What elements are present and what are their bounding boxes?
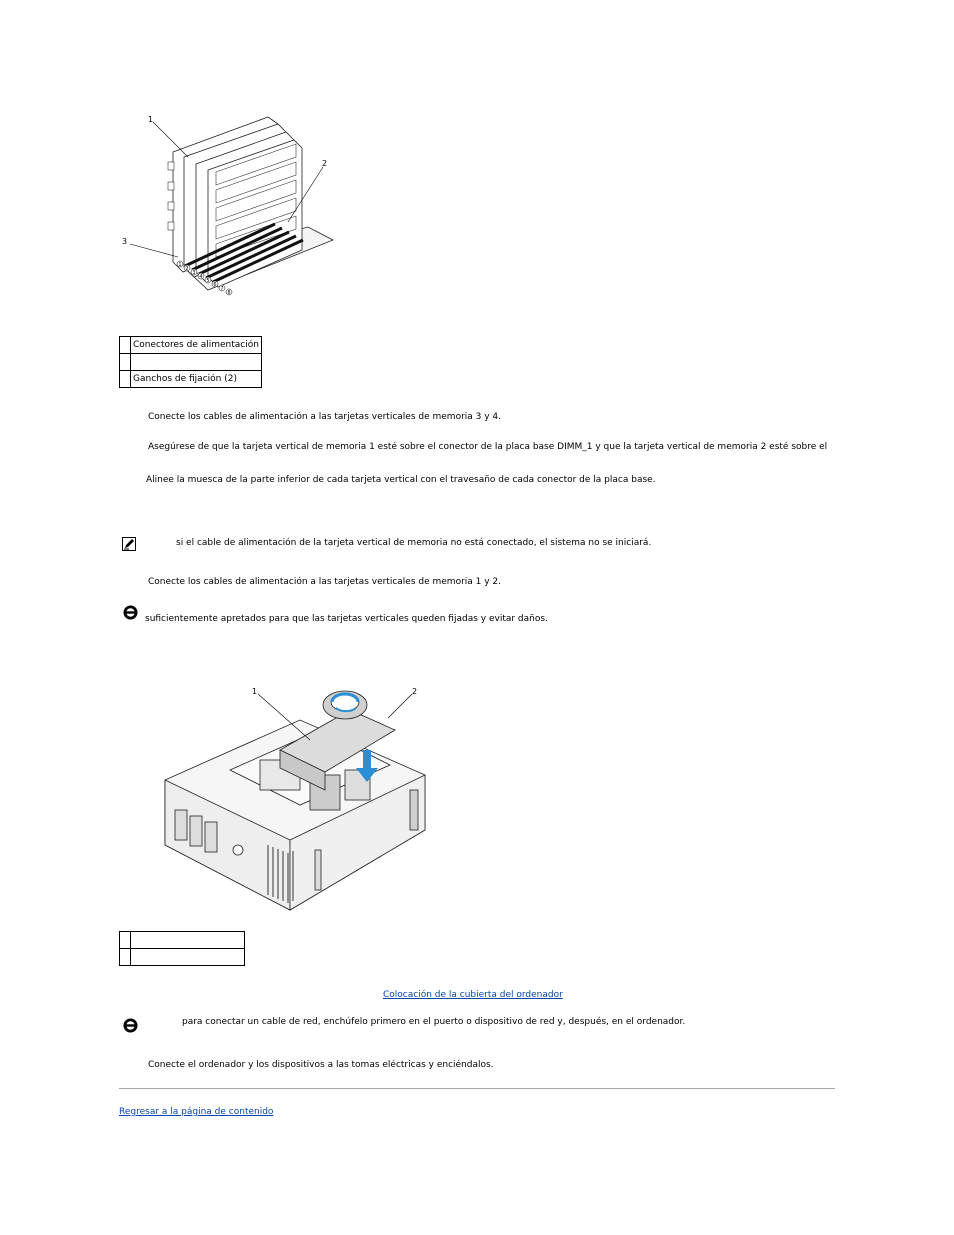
memory-riser-figure — [118, 112, 338, 304]
notice-text-screws: suficientemente apretados para que las tarjetas verticales queden fijadas y evitar daños. — [145, 614, 548, 624]
legend-row — [120, 932, 245, 949]
connector-number: 1 — [178, 262, 182, 268]
legend-label: Conectores de alimentación — [131, 337, 262, 354]
legend-label — [131, 932, 245, 949]
back-to-contents-link[interactable]: Regresar a la página de contenido — [119, 1107, 274, 1117]
legend-row — [120, 354, 262, 371]
note-text: si el cable de alimentación de la tarjeta vertical de memoria no está conectado, el sistema no se iniciará. — [176, 538, 652, 548]
legend-table-1 — [119, 336, 262, 388]
figure2-callout-2: 2 — [412, 687, 418, 696]
figure1-callout-1: 1 — [148, 115, 154, 124]
figure1-callout-2: 2 — [322, 159, 328, 168]
memory-riser-illustration — [118, 112, 338, 304]
step-align-notch: Alinee la muesca de la parte inferior de cada tarjeta vertical con el travesaño de cada conector de la placa base. — [146, 475, 656, 485]
connector-number: 4 — [199, 274, 203, 280]
connector-number: 7 — [220, 286, 224, 292]
legend-table-2 — [119, 931, 245, 966]
legend-number — [120, 949, 131, 966]
notice-icon — [123, 605, 138, 620]
notice-text-network: para conectar un cable de red, enchúfelo primero en el puerto o dispositivo de red y, después, en el ordenador. — [182, 1017, 686, 1027]
legend-row — [120, 949, 245, 966]
step-connect-risers-3-4: Conecte los cables de alimentación a las tarjetas verticales de memoria 3 y 4. — [148, 412, 502, 422]
step-verify-riser-position: Asegúrese de que la tarjeta vertical de memoria 1 esté sobre el conector de la placa base DIMM_1 y que la tarjeta vertical de memoria 2 esté sobre el — [148, 442, 828, 452]
section-divider — [119, 1088, 835, 1089]
legend-number — [120, 354, 131, 371]
connector-number: 6 — [213, 282, 217, 288]
figure2-callout-1: 1 — [252, 687, 258, 696]
connector-number: 8 — [227, 290, 231, 296]
note-pencil-icon — [122, 537, 136, 551]
legend-label: Ganchos de fijación (2) — [131, 371, 262, 388]
legend-number — [120, 371, 131, 388]
legend-row — [120, 371, 262, 388]
computer-shroud-illustration — [160, 680, 430, 912]
legend-label — [131, 949, 245, 966]
notice-icon — [123, 1018, 138, 1033]
step-power-on: Conecte el ordenador y los dispositivos a las tomas eléctricas y enciéndalos. — [148, 1060, 494, 1070]
legend-number — [120, 932, 131, 949]
legend-label — [131, 354, 262, 371]
step-connect-risers-1-2: Conecte los cables de alimentación a las tarjetas verticales de memoria 1 y 2. — [148, 577, 502, 587]
connector-number: 3 — [192, 270, 196, 276]
connector-number: 2 — [185, 266, 189, 272]
figure1-callout-3: 3 — [122, 237, 128, 246]
legend-number — [120, 337, 131, 354]
cover-replace-link[interactable]: Colocación de la cubierta del ordenador — [383, 990, 563, 1000]
shroud-installation-figure — [160, 680, 430, 912]
connector-number: 5 — [206, 278, 210, 284]
legend-row — [120, 337, 262, 354]
